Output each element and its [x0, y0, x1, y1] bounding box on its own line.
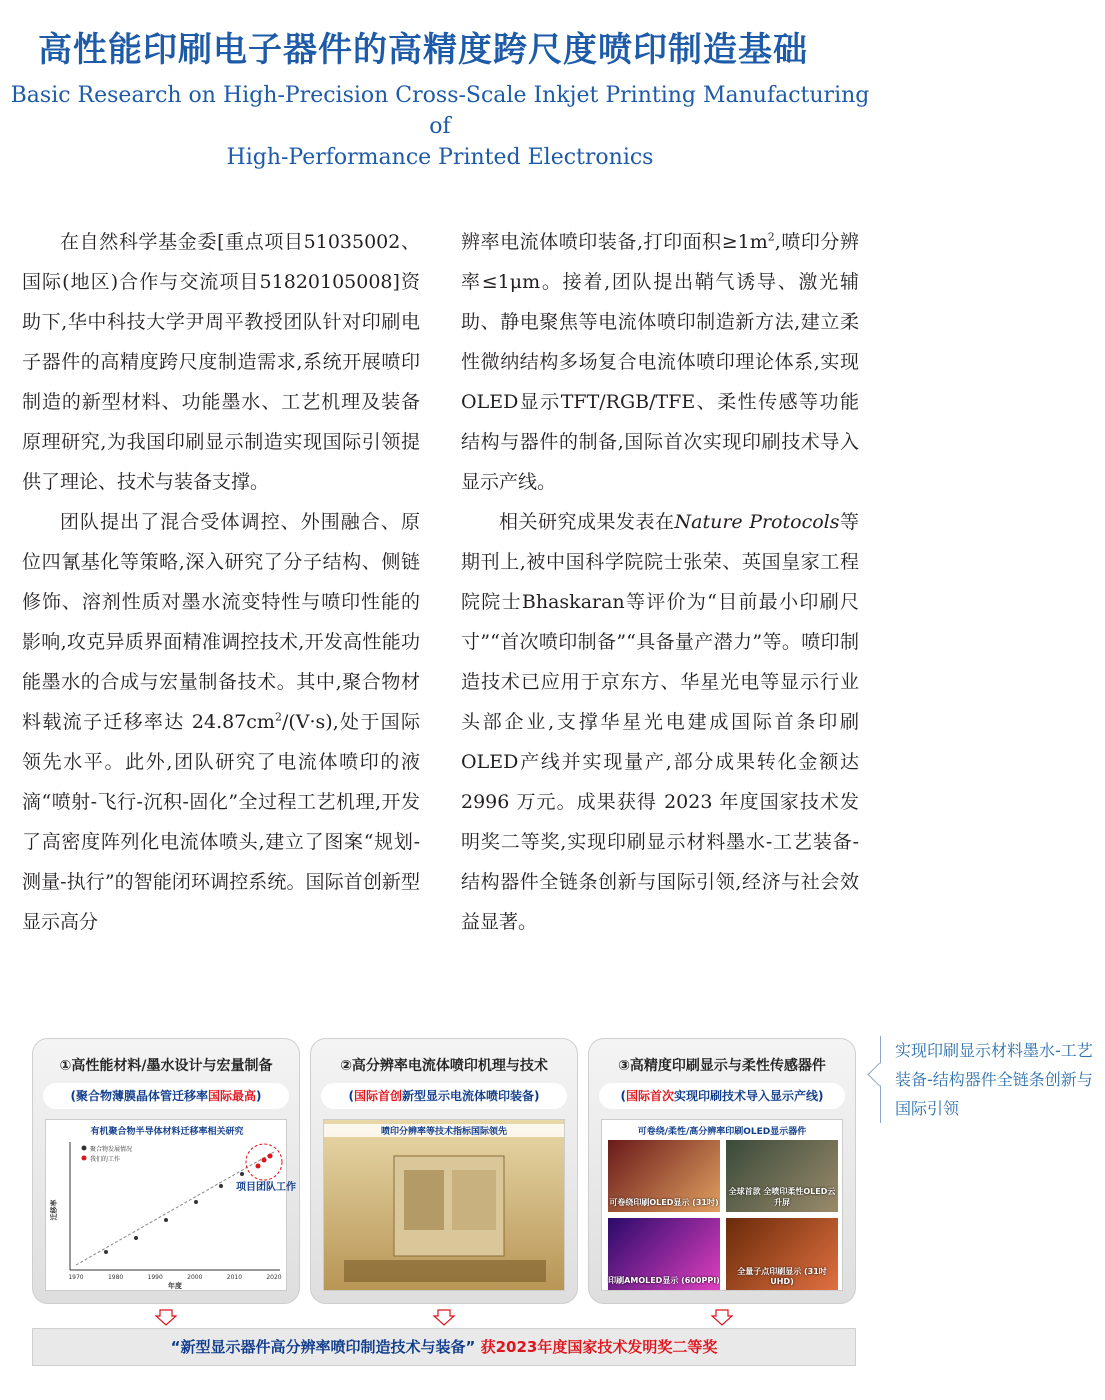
superscript: 2 — [767, 230, 775, 244]
paragraph-cont-part-a: 辨率电流体喷印装备,打印面积≥1m — [461, 231, 768, 253]
paragraph-1: 在自然科学基金委[重点项目51035002、国际(地区)合作与交流项目51820105008]资助下,华中科技大学尹周平教授团队针对印刷电子器件的高精度跨尺度制造需求,系统开展喷印制造的新型材料、功能墨水、工艺机理及装备原理研究,为我国印刷显示制造实现国际引领提供了理论、技术与装备支撑。 — [22, 231, 420, 493]
subheading-suffix: 实现印刷技术导入显示产线) — [674, 1089, 824, 1103]
page-title: 高性能印刷电子器件的高精度跨尺度喷印制造基础 — [38, 30, 808, 70]
subheading-highlight: 国际首创 — [353, 1089, 402, 1103]
journal-name: Nature Protocols — [674, 511, 840, 533]
display-photo-qd — [726, 1218, 838, 1290]
x-tick-label: 2010 — [226, 1274, 243, 1281]
down-arrow-icon — [711, 1310, 733, 1326]
paragraph-2-continued — [461, 222, 859, 502]
module-strip — [344, 1260, 546, 1282]
display-photo-flexible — [726, 1140, 838, 1212]
panel-heading: ①高性能材料/墨水设计与宏量制备 — [59, 1058, 273, 1074]
data-point — [104, 1250, 108, 1254]
photo-caption: 可卷绕/柔性/高分辨率印刷OLED显示器件 — [637, 1127, 807, 1137]
legend-marker-polymer — [82, 1146, 87, 1151]
data-point — [219, 1184, 223, 1188]
subheading-prefix: (聚合物薄膜晶体管迁移率 — [70, 1089, 208, 1103]
photo-label: 全量子点印刷显示 (31吋UHD) — [737, 1267, 827, 1286]
banner-project-name: “新型显示器件高分辨率喷印制造技术与装备” — [170, 1338, 476, 1356]
display-photos — [601, 1119, 843, 1291]
paragraph-3 — [461, 502, 859, 942]
data-point-ours — [256, 1164, 261, 1169]
photo-label: 可卷绕印刷OLED显示 (31吋) — [609, 1198, 719, 1207]
figure-panel-materials — [32, 1038, 300, 1304]
subheading-prefix: ( — [620, 1089, 626, 1103]
subheading-highlight: 国际首次 — [625, 1089, 674, 1103]
data-point — [240, 1172, 244, 1176]
y-axis-label: 迁移率 — [50, 1199, 58, 1221]
paragraph-2-part-b: /(V·s),处于国际领先水平。此外,团队研究了电流体喷印的液滴“喷射-飞行-沉积-固化”全过程工艺机理,开发了高密度阵列化电流体喷头,建立了图案“规划-测量-执行”的智能闭环调控系统。国际首创新型显示高分 — [22, 711, 420, 933]
x-tick-label: 1990 — [147, 1274, 163, 1281]
mobility-chart-image — [45, 1119, 296, 1291]
legend-polymer: 聚合物发展情况 — [90, 1146, 133, 1153]
x-tick-label: 1970 — [68, 1274, 84, 1281]
trend-line — [76, 1152, 274, 1265]
down-arrow-icon — [433, 1310, 455, 1326]
award-banner — [32, 1328, 856, 1366]
legend-marker-ours — [82, 1156, 87, 1161]
equipment-photo — [323, 1119, 565, 1291]
x-tick-label: 2020 — [266, 1274, 282, 1281]
superscript: 2 — [274, 710, 282, 724]
x-tick-labels — [68, 1274, 281, 1281]
photo-label: 全球首款 全喷印柔性OLED云升屏 — [728, 1187, 836, 1207]
panel-subheading — [321, 1083, 567, 1109]
mobility-chart-svg — [46, 1120, 296, 1292]
subheading-suffix: ) — [256, 1089, 262, 1103]
figure-panel-equipment — [310, 1038, 578, 1304]
paragraph-3-part-a: 相关研究成果发表在 — [499, 511, 675, 533]
legend-ours: 我们的工作 — [90, 1156, 121, 1163]
paragraph-2 — [22, 502, 420, 942]
page-subtitle-en — [0, 80, 880, 173]
x-axis-label: 年度 — [168, 1282, 182, 1290]
data-point — [194, 1200, 198, 1204]
chart-title: 有机聚合物半导体材料迁移率相关研究 — [90, 1127, 244, 1137]
data-point-ours — [268, 1154, 273, 1159]
photo-caption: 喷印分辨率等技术指标国际领先 — [324, 1124, 564, 1137]
panel-subheading — [599, 1083, 845, 1109]
chevron-left-icon — [867, 1062, 891, 1086]
subheading-suffix: 新型显示电流体喷印装备) — [402, 1089, 540, 1103]
article-column-right — [461, 222, 859, 942]
subtitle-line-1: Basic Research on High-Precision Cross-Scale Inkjet Printing Manufacturing of — [10, 83, 870, 139]
subheading-highlight: 国际最高 — [208, 1089, 257, 1103]
data-point — [134, 1236, 138, 1240]
x-tick-label: 2000 — [187, 1274, 203, 1281]
subtitle-line-2: High-Performance Printed Electronics — [226, 145, 654, 170]
printer-illustration — [324, 1120, 566, 1292]
x-tick-label: 1980 — [107, 1274, 124, 1281]
side-note — [880, 1036, 1105, 1123]
display-photo-rollable — [608, 1140, 720, 1212]
printer-panel — [452, 1170, 496, 1230]
summary-figure — [22, 1038, 867, 1373]
panel-heading: ③高精度印刷显示与柔性传感器件 — [618, 1058, 826, 1074]
chart-callout: 项目团队工作 — [236, 1182, 296, 1193]
paragraph-cont-part-b: ,喷印分辨率≤1μm。接着,团队提出鞘气诱导、激光辅助、静电聚焦等电流体喷印制造新方法,建立柔性微纳结构多场复合电流体喷印理论体系,实现OLED显示TFT/RGB/TFE、柔性传感等功能结构与器件的制备,国际首次实现印刷技术导入显示产线。 — [461, 231, 859, 493]
side-note-text: 实现印刷显示材料墨水-工艺装备-结构器件全链条创新与国际引领 — [895, 1041, 1093, 1118]
display-photo-amoled — [608, 1218, 720, 1290]
printer-window — [404, 1170, 444, 1230]
subheading-prefix: ( — [348, 1089, 354, 1103]
panel-subheading — [43, 1083, 289, 1109]
panel-heading: ②高分辨率电流体喷印机理与技术 — [340, 1058, 548, 1074]
paragraph-2-part-a: 团队提出了混合受体调控、外围融合、原位四氰基化等策略,深入研究了分子结构、侧链修饰、溶剂性质对墨水流变特性与喷印性能的影响,攻克异质界面精准调控技术,开发高性能功能墨水的合成与宏量制备技术。其中,聚合物材料载流子迁移率达 24.87cm — [22, 511, 420, 733]
data-point-ours — [262, 1158, 267, 1163]
paragraph-3-part-b: 等期刊上,被中国科学院院士张荣、英国皇家工程院院士Bhaskaran等评价为“目前最小印刷尺寸”“首次喷印制备”“具备量产潜力”等。喷印制造技术已应用于京东方、华星光电等显示行业头部企业,支撑华星光电建成国际首条印刷OLED产线并实现量产,部分成果转化金额达 2996 万元。成果获得 2023 年度国家技术发明奖二等奖,实现印刷显示材料墨水-工艺装备-结构器件全链条创新与国际引领,经济与社会效益显著。 — [461, 511, 859, 933]
article-column-left — [22, 222, 420, 942]
down-arrow-icon — [155, 1310, 177, 1326]
figure-panel-displays — [588, 1038, 856, 1304]
banner-award: 获2023年度国家技术发明奖二等奖 — [480, 1338, 718, 1356]
photo-label: 印刷AMOLED显示 (600PPI) — [608, 1276, 720, 1285]
data-point — [164, 1218, 168, 1222]
